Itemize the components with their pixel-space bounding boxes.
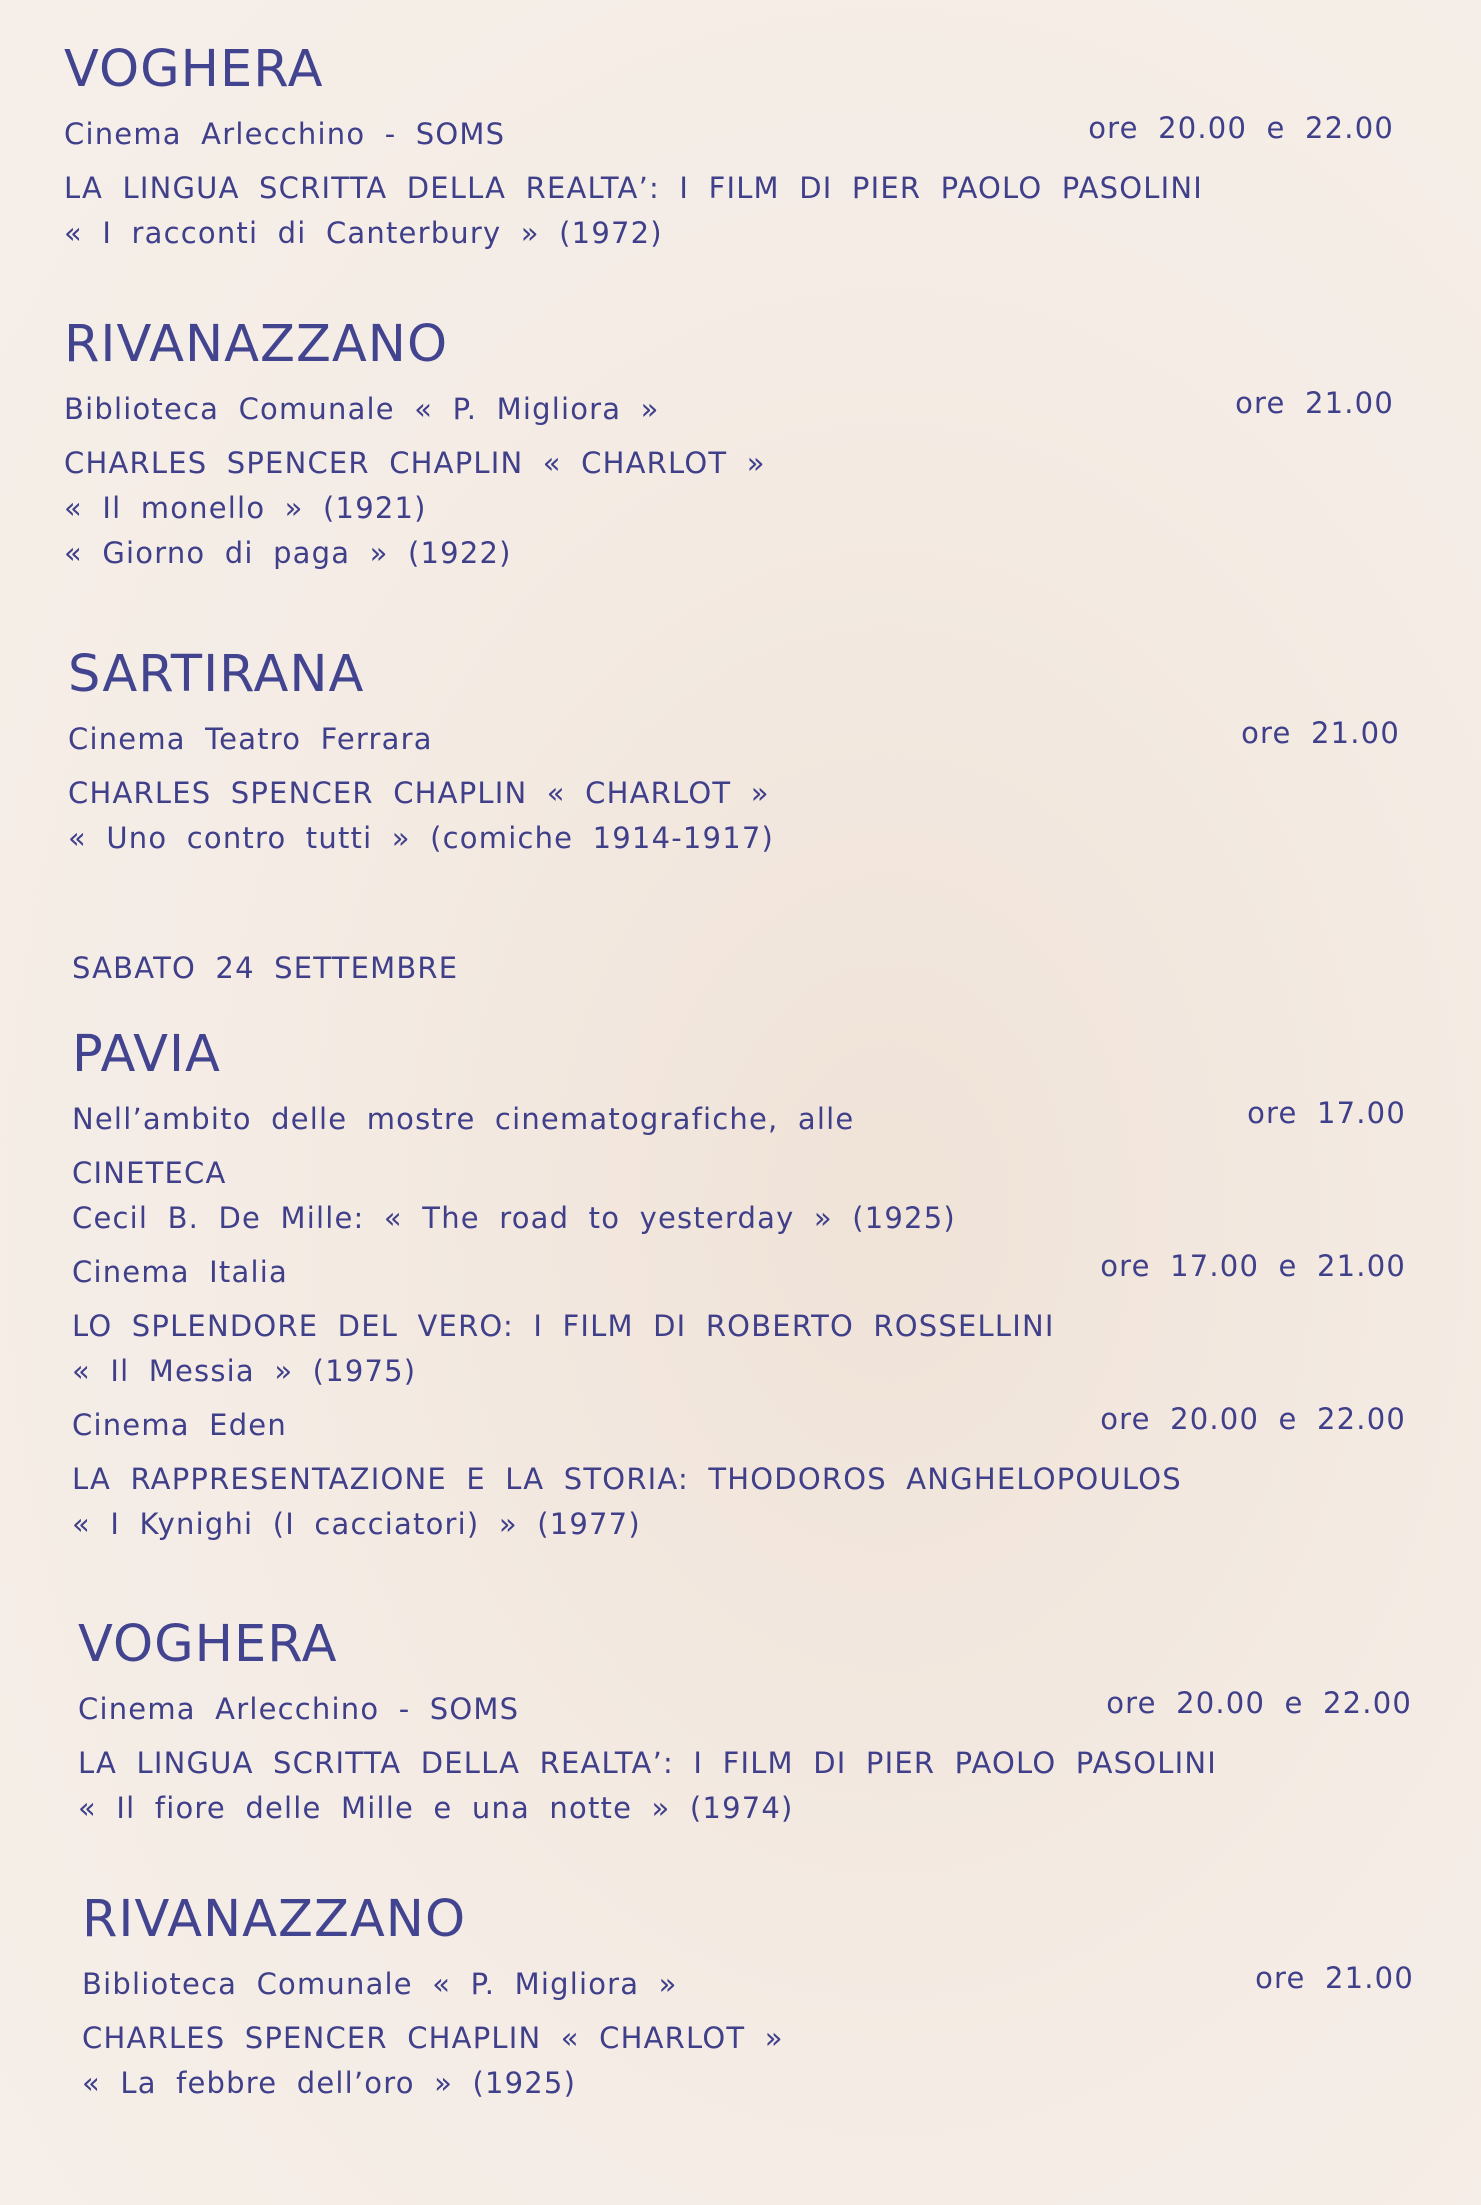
showtime: ore 21.00 <box>1241 716 1400 750</box>
showtime: ore 20.00 e 22.00 <box>1088 111 1394 145</box>
venue-line <box>72 1249 1406 1292</box>
program-title: LA RAPPRESENTAZIONE E LA STORIA: THODOROS ANGHELOPOULOS <box>72 1462 1182 1496</box>
section-rivanazzano <box>64 315 1394 578</box>
venue-line <box>64 386 1394 429</box>
film-title: « I racconti di Canterbury » (1972) <box>64 216 663 250</box>
showtime: ore 21.00 <box>1255 1961 1414 1995</box>
venue-name: Cinema Arlecchino - SOMS <box>64 117 506 151</box>
program-title: CHARLES SPENCER CHAPLIN « CHARLOT » <box>68 776 770 810</box>
city-heading: SARTIRANA <box>68 645 365 704</box>
showtime: ore 17.00 <box>1247 1096 1406 1130</box>
city-heading: RIVANAZZANO <box>64 315 449 374</box>
city-heading: VOGHERA <box>64 40 324 99</box>
venue-line <box>72 1096 1406 1139</box>
venue-name: Nell’ambito delle mostre cinematografiche, alle <box>72 1102 855 1136</box>
venue-name: Biblioteca Comunale « P. Migliora » <box>64 392 660 426</box>
venue-line <box>64 111 1394 154</box>
showtime: ore 21.00 <box>1235 386 1394 420</box>
city-heading: RIVANAZZANO <box>82 1890 467 1949</box>
film-title: « Il monello » (1921) <box>64 491 427 525</box>
venue-name: Biblioteca Comunale « P. Migliora » <box>82 1967 678 2001</box>
program-title: CHARLES SPENCER CHAPLIN « CHARLOT » <box>64 446 766 480</box>
program-title: LO SPLENDORE DEL VERO: I FILM DI ROBERTO ROSSELLINI <box>72 1309 1055 1343</box>
venue-line <box>68 716 1400 759</box>
program-title: CHARLES SPENCER CHAPLIN « CHARLOT » <box>82 2021 784 2055</box>
showtime: ore 20.00 e 22.00 <box>1106 1686 1412 1720</box>
venue-name: Cinema Arlecchino - SOMS <box>78 1692 520 1726</box>
date-heading: SABATO 24 SETTEMBRE <box>72 951 459 985</box>
showtime: ore 20.00 e 22.00 <box>1100 1402 1406 1436</box>
venue-name: Cinema Eden <box>72 1408 287 1442</box>
venue-name: Cinema Italia <box>72 1255 288 1289</box>
section-pavia <box>72 1025 1406 1549</box>
program-title: CINETECA <box>72 1156 227 1190</box>
city-heading: VOGHERA <box>78 1615 338 1674</box>
film-title: « Il Messia » (1975) <box>72 1354 417 1388</box>
program-title: LA LINGUA SCRITTA DELLA REALTA’: I FILM DI PIER PAOLO PASOLINI <box>64 171 1204 205</box>
city-heading: PAVIA <box>72 1025 221 1084</box>
section-rivanazzano-2 <box>82 1890 1414 2108</box>
section-sartirana <box>68 645 1400 863</box>
film-title: « Il fiore delle Mille e una notte » (1974) <box>78 1791 794 1825</box>
showtime: ore 17.00 e 21.00 <box>1100 1249 1406 1283</box>
venue-line <box>82 1961 1414 2004</box>
program-title: LA LINGUA SCRITTA DELLA REALTA’: I FILM DI PIER PAOLO PASOLINI <box>78 1746 1218 1780</box>
venue-line <box>72 1402 1406 1445</box>
section-voghera <box>64 40 1394 258</box>
film-title: Cecil B. De Mille: « The road to yesterday » (1925) <box>72 1201 956 1235</box>
film-title: « I Kynighi (I cacciatori) » (1977) <box>72 1507 641 1541</box>
film-title: « Giorno di paga » (1922) <box>64 536 512 570</box>
film-title: « La febbre dell’oro » (1925) <box>82 2066 577 2100</box>
section-voghera-2 <box>78 1615 1412 1833</box>
venue-line <box>78 1686 1412 1729</box>
film-title: « Uno contro tutti » (comiche 1914-1917) <box>68 821 775 855</box>
venue-name: Cinema Teatro Ferrara <box>68 722 433 756</box>
